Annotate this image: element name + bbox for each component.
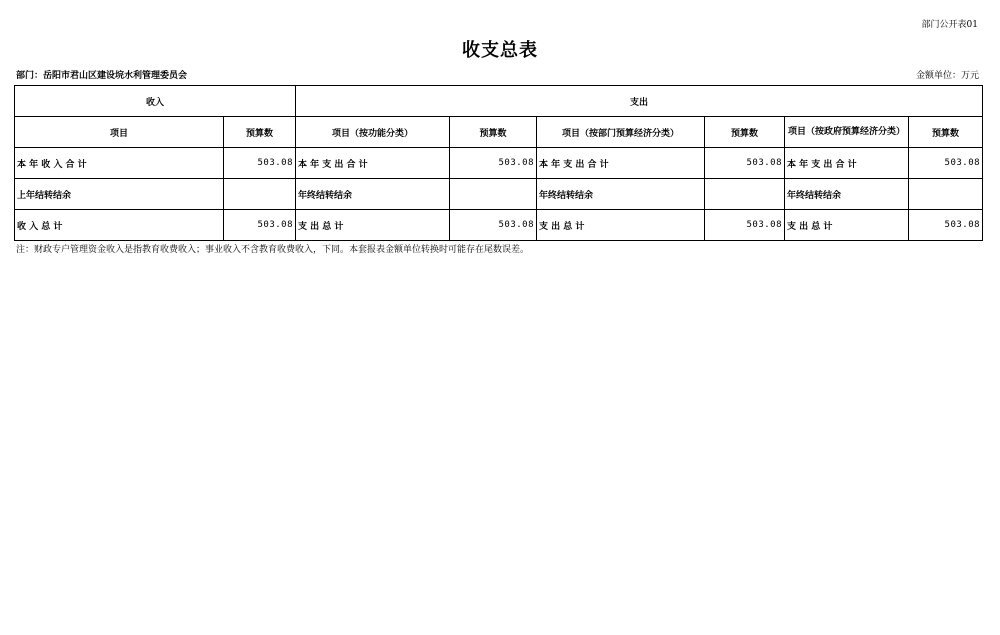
row-value-gov: 503.08 — [909, 210, 983, 241]
row-label-income: 本 年 收 入 合 计 — [15, 148, 224, 179]
row-value-dept: 503.08 — [705, 210, 785, 241]
col-gov-econ-budget: 预算数 — [909, 117, 983, 148]
income-expense-table — [14, 85, 983, 241]
row-label-income: 上年结转结余 — [15, 179, 224, 210]
page-title: 收支总表 — [462, 40, 538, 61]
row-label-dept: 支 出 总 计 — [537, 210, 705, 241]
department-label: 部门：岳阳市君山区建设垸水利管理委员会 — [16, 71, 188, 81]
table-row — [15, 179, 983, 210]
row-label-dept: 年终结转结余 — [537, 179, 705, 210]
table-row — [15, 148, 983, 179]
row-label-gov: 年终结转结余 — [785, 179, 909, 210]
row-value-dept — [705, 179, 785, 210]
table-row — [15, 210, 983, 241]
section-header-row — [15, 86, 983, 117]
col-func-item: 项目（按功能分类） — [296, 117, 450, 148]
col-income-budget: 预算数 — [224, 117, 296, 148]
col-income-item: 项目 — [15, 117, 224, 148]
col-dept-econ-budget: 预算数 — [705, 117, 785, 148]
row-label-func: 年终结转结余 — [296, 179, 450, 210]
row-value-gov: 503.08 — [909, 148, 983, 179]
amount-unit-label: 金额单位：万元 — [915, 71, 979, 81]
expense-section-header: 支出 — [296, 86, 983, 117]
column-header-row — [15, 117, 983, 148]
row-label-gov: 支 出 总 计 — [785, 210, 909, 241]
footnote: 注：财政专户管理资金收入是指教育收费收入；事业收入不含教育收费收入，下同。本套报表金额单位转换时可能存在尾数误差。 — [16, 245, 530, 255]
row-value-income: 503.08 — [224, 210, 296, 241]
form-code: 部门公开表01 — [921, 20, 978, 30]
row-value-func: 503.08 — [450, 210, 537, 241]
row-label-income: 收 入 总 计 — [15, 210, 224, 241]
row-value-func: 503.08 — [450, 148, 537, 179]
row-value-income — [224, 179, 296, 210]
row-label-func: 支 出 总 计 — [296, 210, 450, 241]
row-label-dept: 本 年 支 出 合 计 — [537, 148, 705, 179]
col-func-budget: 预算数 — [450, 117, 537, 148]
row-value-dept: 503.08 — [705, 148, 785, 179]
row-label-gov: 本 年 支 出 合 计 — [785, 148, 909, 179]
row-value-func — [450, 179, 537, 210]
row-value-gov — [909, 179, 983, 210]
row-label-func: 本 年 支 出 合 计 — [296, 148, 450, 179]
income-section-header: 收入 — [15, 86, 296, 117]
col-gov-econ-item: 项目（按政府预算经济分类） — [785, 117, 909, 148]
row-value-income: 503.08 — [224, 148, 296, 179]
col-dept-econ-item: 项目（按部门预算经济分类） — [537, 117, 705, 148]
